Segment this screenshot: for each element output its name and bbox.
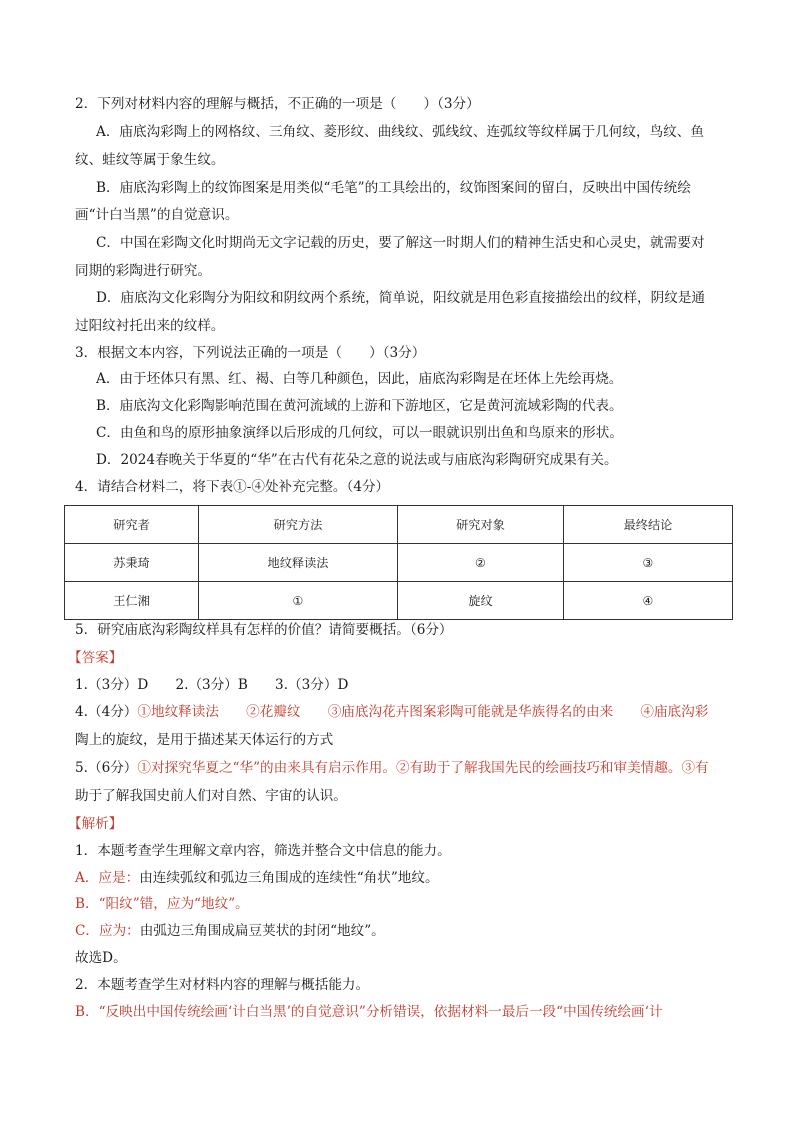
answer-5-continued: 助于了解我国史前人们对自然、宇宙的认识。 (75, 788, 347, 804)
table-header-row (65, 506, 733, 544)
answer-heading: 【答案】 (68, 650, 123, 666)
table-cell: 苏秉琦 (65, 544, 199, 582)
analysis-line-2-text: 由连续弧纹和弧边三角围成的连续性“角状”地纹。 (139, 870, 439, 886)
analysis-line-7 (75, 1003, 663, 1021)
analysis-line-3 (75, 895, 249, 913)
analysis-line-4 (75, 922, 385, 940)
analysis-line-2-prefix: A．应是： (75, 870, 140, 886)
research-table (64, 505, 733, 620)
q3-option-a: A．由于坯体只有黑、红、褐、白等几种颜色，因此，庙底沟彩陶是在坯体上先绘再烧。 (96, 371, 623, 387)
table-cell: 王仁湘 (65, 582, 199, 620)
analysis-line-4-prefix: C．应为： (75, 923, 140, 939)
q3-option-b: B．庙底沟文化彩陶影响范围在黄河流域的上游和下游地区，它是黄河流域彩陶的代表。 (96, 398, 623, 414)
table-row (65, 544, 733, 582)
analysis-line-7-prefix: B． (75, 1004, 99, 1020)
table-header-cell: 最终结论 (564, 506, 733, 544)
answer-4-text: ①地纹释读法 ②花瓣纹 ③庙底沟花卉图案彩陶可能就是华族得名的由来 ④庙底沟彩 (137, 704, 709, 720)
q2-option-a-line2: 纹、蛙纹等属于象生纹。 (75, 152, 225, 168)
analysis-line-3-text: “阳纹”错，应为“地纹”。 (98, 896, 249, 912)
q3-option-c: C．由鱼和鸟的原形抽象演绎以后形成的几何纹，可以一眼就识别出鱼和鸟原来的形状。 (96, 425, 623, 441)
analysis-heading: 【解析】 (68, 816, 123, 832)
table-cell: ③ (564, 544, 733, 582)
q4-stem: 4．请结合材料二，将下表①-④处补充完整。（4分） (75, 479, 390, 495)
table-cell: 地纹释读法 (199, 544, 398, 582)
answer-5-prefix: 5.（6分） (75, 760, 138, 776)
table-cell: ① (199, 582, 398, 620)
q2-option-c-line2: 同期的彩陶进行研究。 (75, 263, 211, 279)
analysis-line-5: 故选D。 (75, 950, 127, 966)
q2-option-b-line2: 画“计白当黑”的自觉意识。 (75, 207, 239, 223)
table-row (65, 582, 733, 620)
q2-stem: 2．下列对材料内容的理解与概括，不正确的一项是（ ）（3分） (75, 96, 480, 112)
answer-line-1: 1.（3分）D 2.（3分）B 3.（3分）D (75, 677, 349, 693)
analysis-line-1: 1．本题考查学生理解文章内容，筛选并整合文中信息的能力。 (75, 843, 451, 859)
q2-option-d-line2: 过阳纹衬托出来的纹样。 (75, 318, 225, 334)
table-cell: 旋纹 (398, 582, 564, 620)
table-header-cell: 研究者 (65, 506, 199, 544)
answer-5-text: ①对探究华夏之“华”的由来具有启示作用。②有助于了解我国先民的绘画技巧和审美情趣。③有 (137, 760, 709, 776)
answer-4 (75, 703, 708, 721)
q2-option-c-line1: C．中国在彩陶文化时期尚无文字记载的历史，要了解这一时期人们的精神生活史和心灵史，就需要对 (96, 235, 705, 251)
q2-option-b-line1: B．庙底沟彩陶上的纹饰图案是用类似“毛笔”的工具绘出的，纹饰图案间的留白，反映出中国传统绘 (96, 180, 691, 196)
q2-option-d-line1: D．庙底沟文化彩陶分为阳纹和阴纹两个系统，简单说，阳纹就是用色彩直接描绘出的纹样，阴纹是通 (96, 290, 706, 306)
analysis-line-7-text: “反映出中国传统绘画‘计白当黑’的自觉意识”分析错误，依据材料一最后一段“中国传统绘画‘计 (98, 1004, 663, 1020)
table-header-cell: 研究对象 (398, 506, 564, 544)
analysis-line-4-text: 由弧边三角围成扁豆荚状的封闭“地纹”。 (139, 923, 385, 939)
q2-option-a-line1: A．庙底沟彩陶上的网格纹、三角纹、菱形纹、曲线纹、弧线纹、连弧纹等纹样属于几何纹，鸟纹、鱼 (96, 124, 704, 140)
answer-5 (75, 759, 709, 777)
table-cell: ④ (564, 582, 733, 620)
analysis-line-2 (75, 869, 439, 887)
analysis-line-6: 2．本题考查学生对材料内容的理解与概括能力。 (75, 977, 370, 993)
table-cell: ② (398, 544, 564, 582)
q3-stem: 3．根据文本内容，下列说法正确的一项是（ ）（3分） (75, 345, 426, 361)
table-header-cell: 研究方法 (199, 506, 398, 544)
q5-stem: 5．研究庙底沟彩陶纹样具有怎样的价值？请简要概括。（6分） (75, 622, 453, 638)
q3-option-d: D．2024春晚关于华夏的“华”在古代有花朵之意的说法或与庙底沟彩陶研究成果有关。 (96, 452, 618, 468)
answer-4-continued: 陶上的旋纹，是用于描述某天体运行的方式 (75, 732, 334, 748)
analysis-line-3-prefix: B． (75, 896, 99, 912)
answer-4-prefix: 4.（4分） (75, 704, 138, 720)
